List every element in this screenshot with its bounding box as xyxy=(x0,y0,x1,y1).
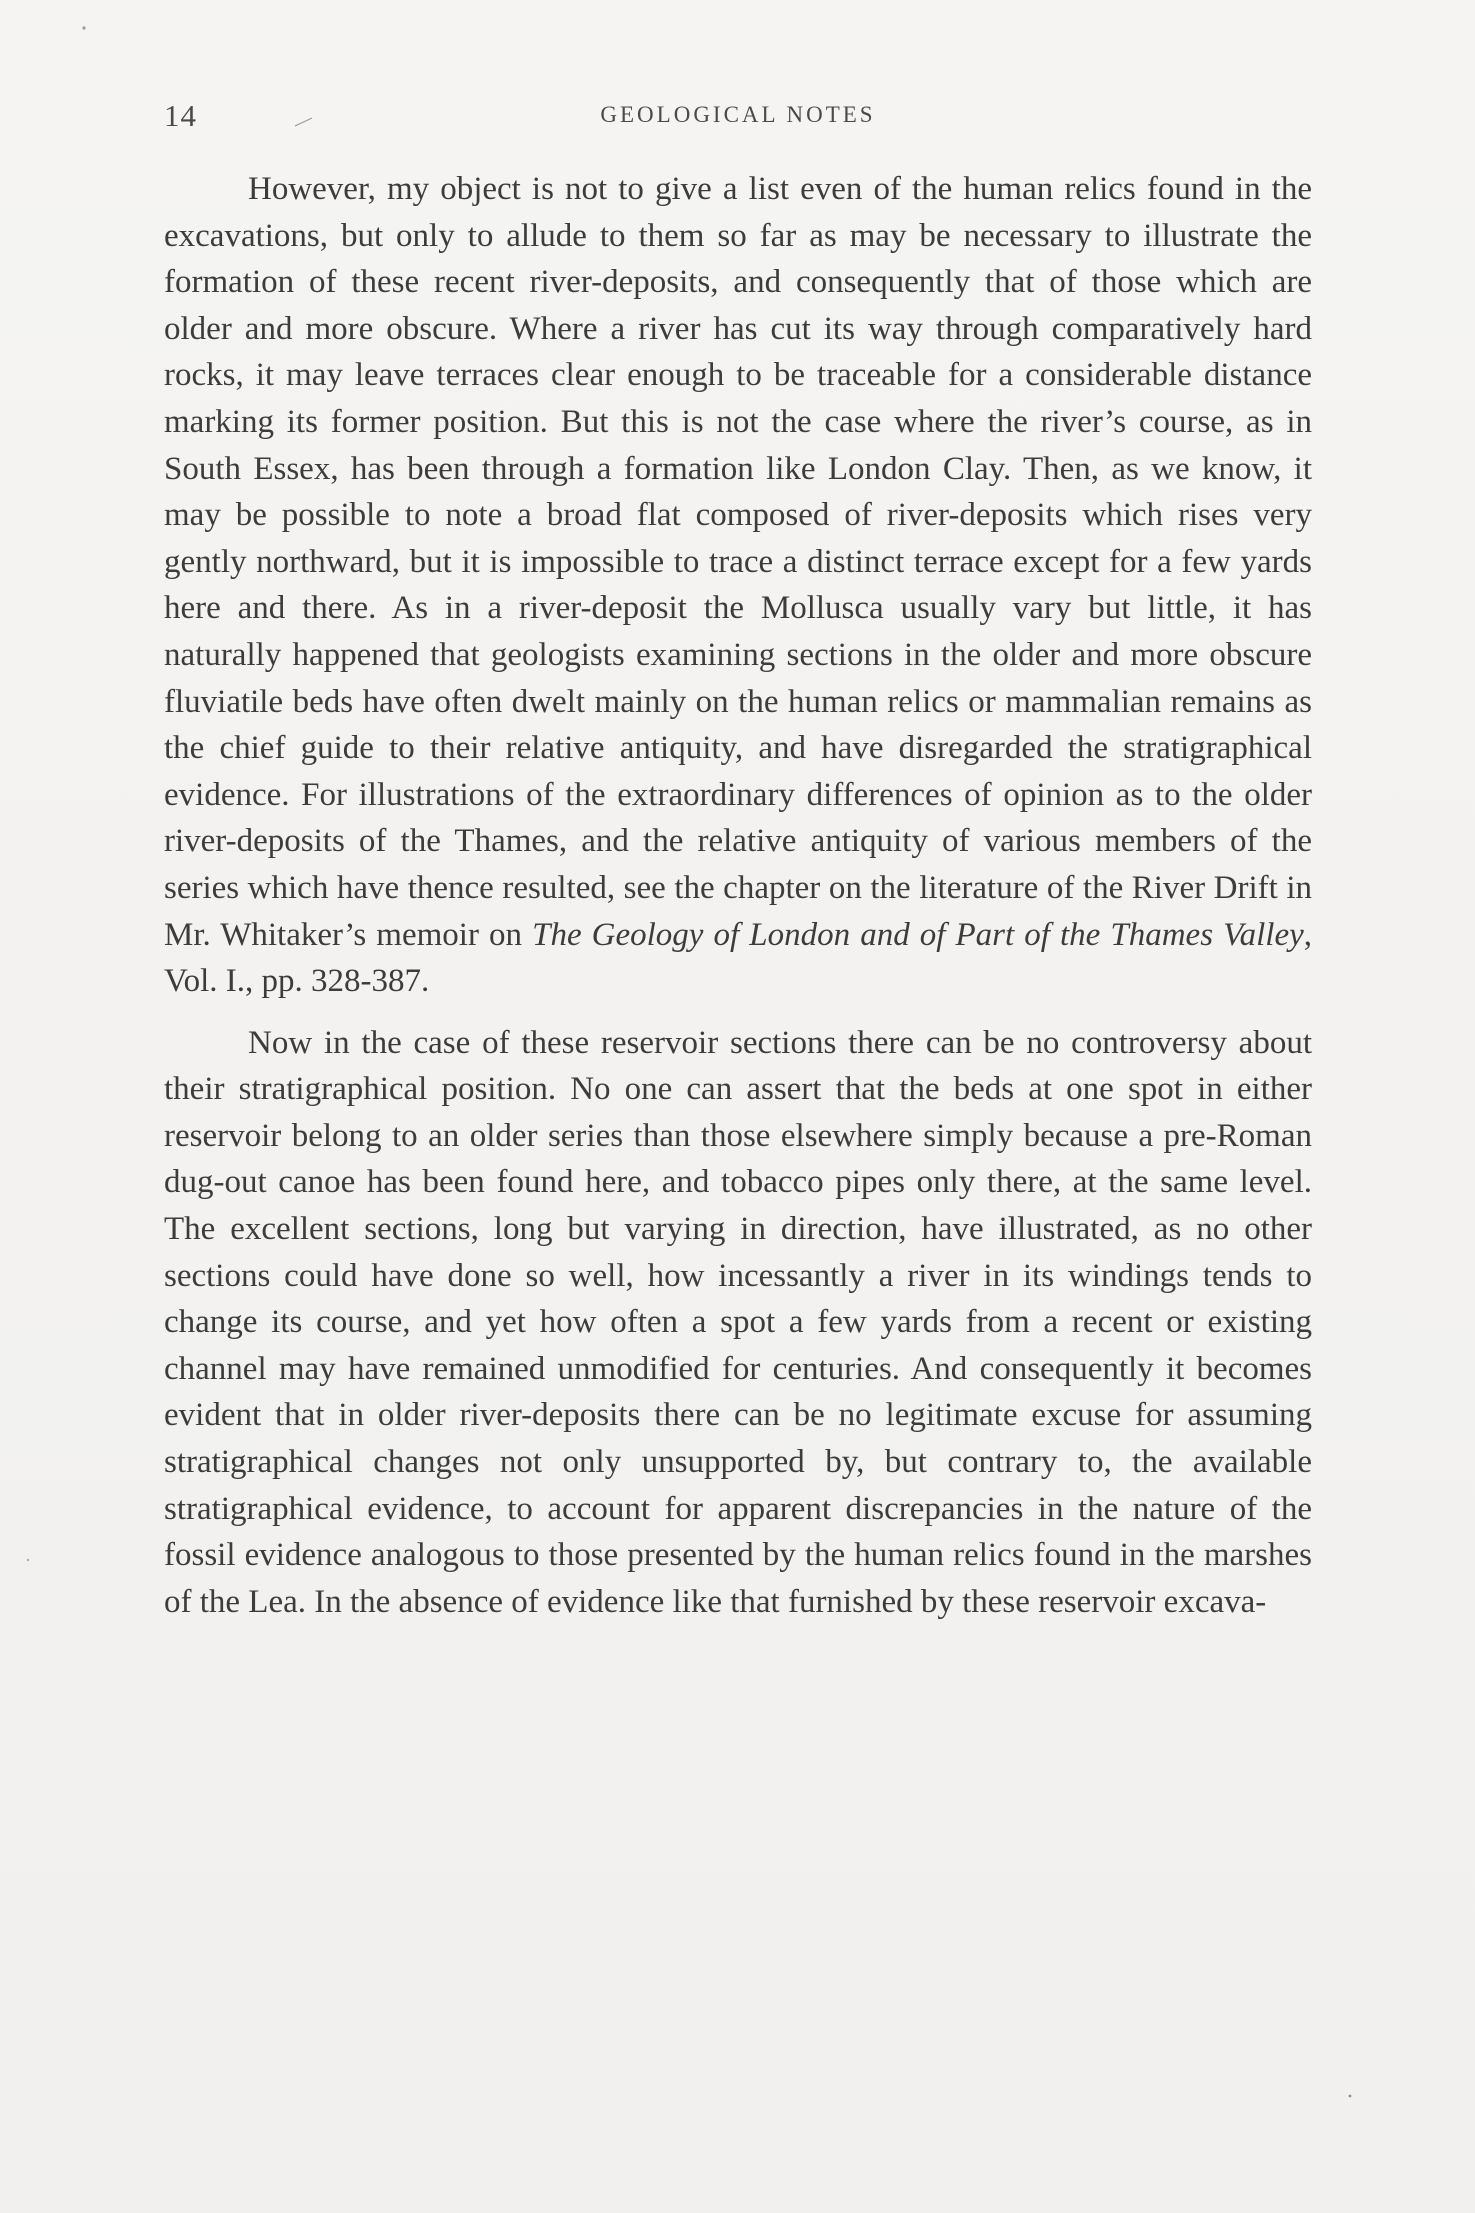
paragraph xyxy=(164,166,1312,1005)
page-number: 14 xyxy=(164,98,197,133)
paragraph-text: However, my object is not to give a list even of the human relics found in the excavations, but only to allude to them so far as may be necessary to illustrate the formation of these recent river-deposits, and consequently that of those which are older and more obscure. Where a river has cut its way through comparatively hard rocks, it may leave terraces clear enough to be traceable for a considerable distance marking its former position. But this is not the case where the river’s course, as in South Essex, has been through a formation like London Clay. Then, as we know, it may be possible to note a broad flat composed of river-deposits which rises very gently northward, but it is impossible to trace a distinct terrace except for a few yards here and there. As in a river-deposit the Mollusca usually vary but little, it has naturally happened that geologists examining sections in the older and more obscure fluviatile beds have often dwelt mainly on the human relics or mammalian remains as the chief guide to their relative antiquity, and have disregarded the stratigraphical evidence. For illustrations of the extraordinary differences of opinion as to the older river-deposits of the Thames, and the relative antiquity of various members of the series which have thence resulted, see the chapter on the literature of the River Drift in Mr. Whitaker’s memoir on xyxy=(164,171,1312,953)
body-text xyxy=(164,166,1312,1625)
book-title-italic: The Geology of London and of Part of the Thames Valley xyxy=(532,916,1304,953)
citation-text: , Vol. I., pp. 328-387. xyxy=(164,916,1312,1000)
running-head xyxy=(164,98,1312,138)
paragraph: Now in the case of these reservoir sections there can be no controversy about their stratigraphical position. No one can assert that the beds at one spot in either reservoir belong to an older series than those elsewhere simply because a pre-Roman dug-out canoe has been found here, and tobacco pipes only there, at the same level. The excellent sections, long but varying in direction, have illustrated, as no other sections could have done so well, how incessantly a river in its windings tends to change its course, and yet how often a spot a few yards from a recent or existing channel may have remained unmodified for centuries. And consequently it becomes evident that in older river-deposits there can be no legitimate excuse for assuming stratigraphical changes not only unsupported by, but contrary to, the available stratigraphical evidence, to account for apparent discrepancies in the nature of the fossil evidence analogous to those presented by the human relics found in the marshes of the Lea. In the absence of evidence like that furnished by these reservoir excava- xyxy=(164,1024,1312,1620)
running-title: GEOLOGICAL NOTES xyxy=(600,102,876,127)
